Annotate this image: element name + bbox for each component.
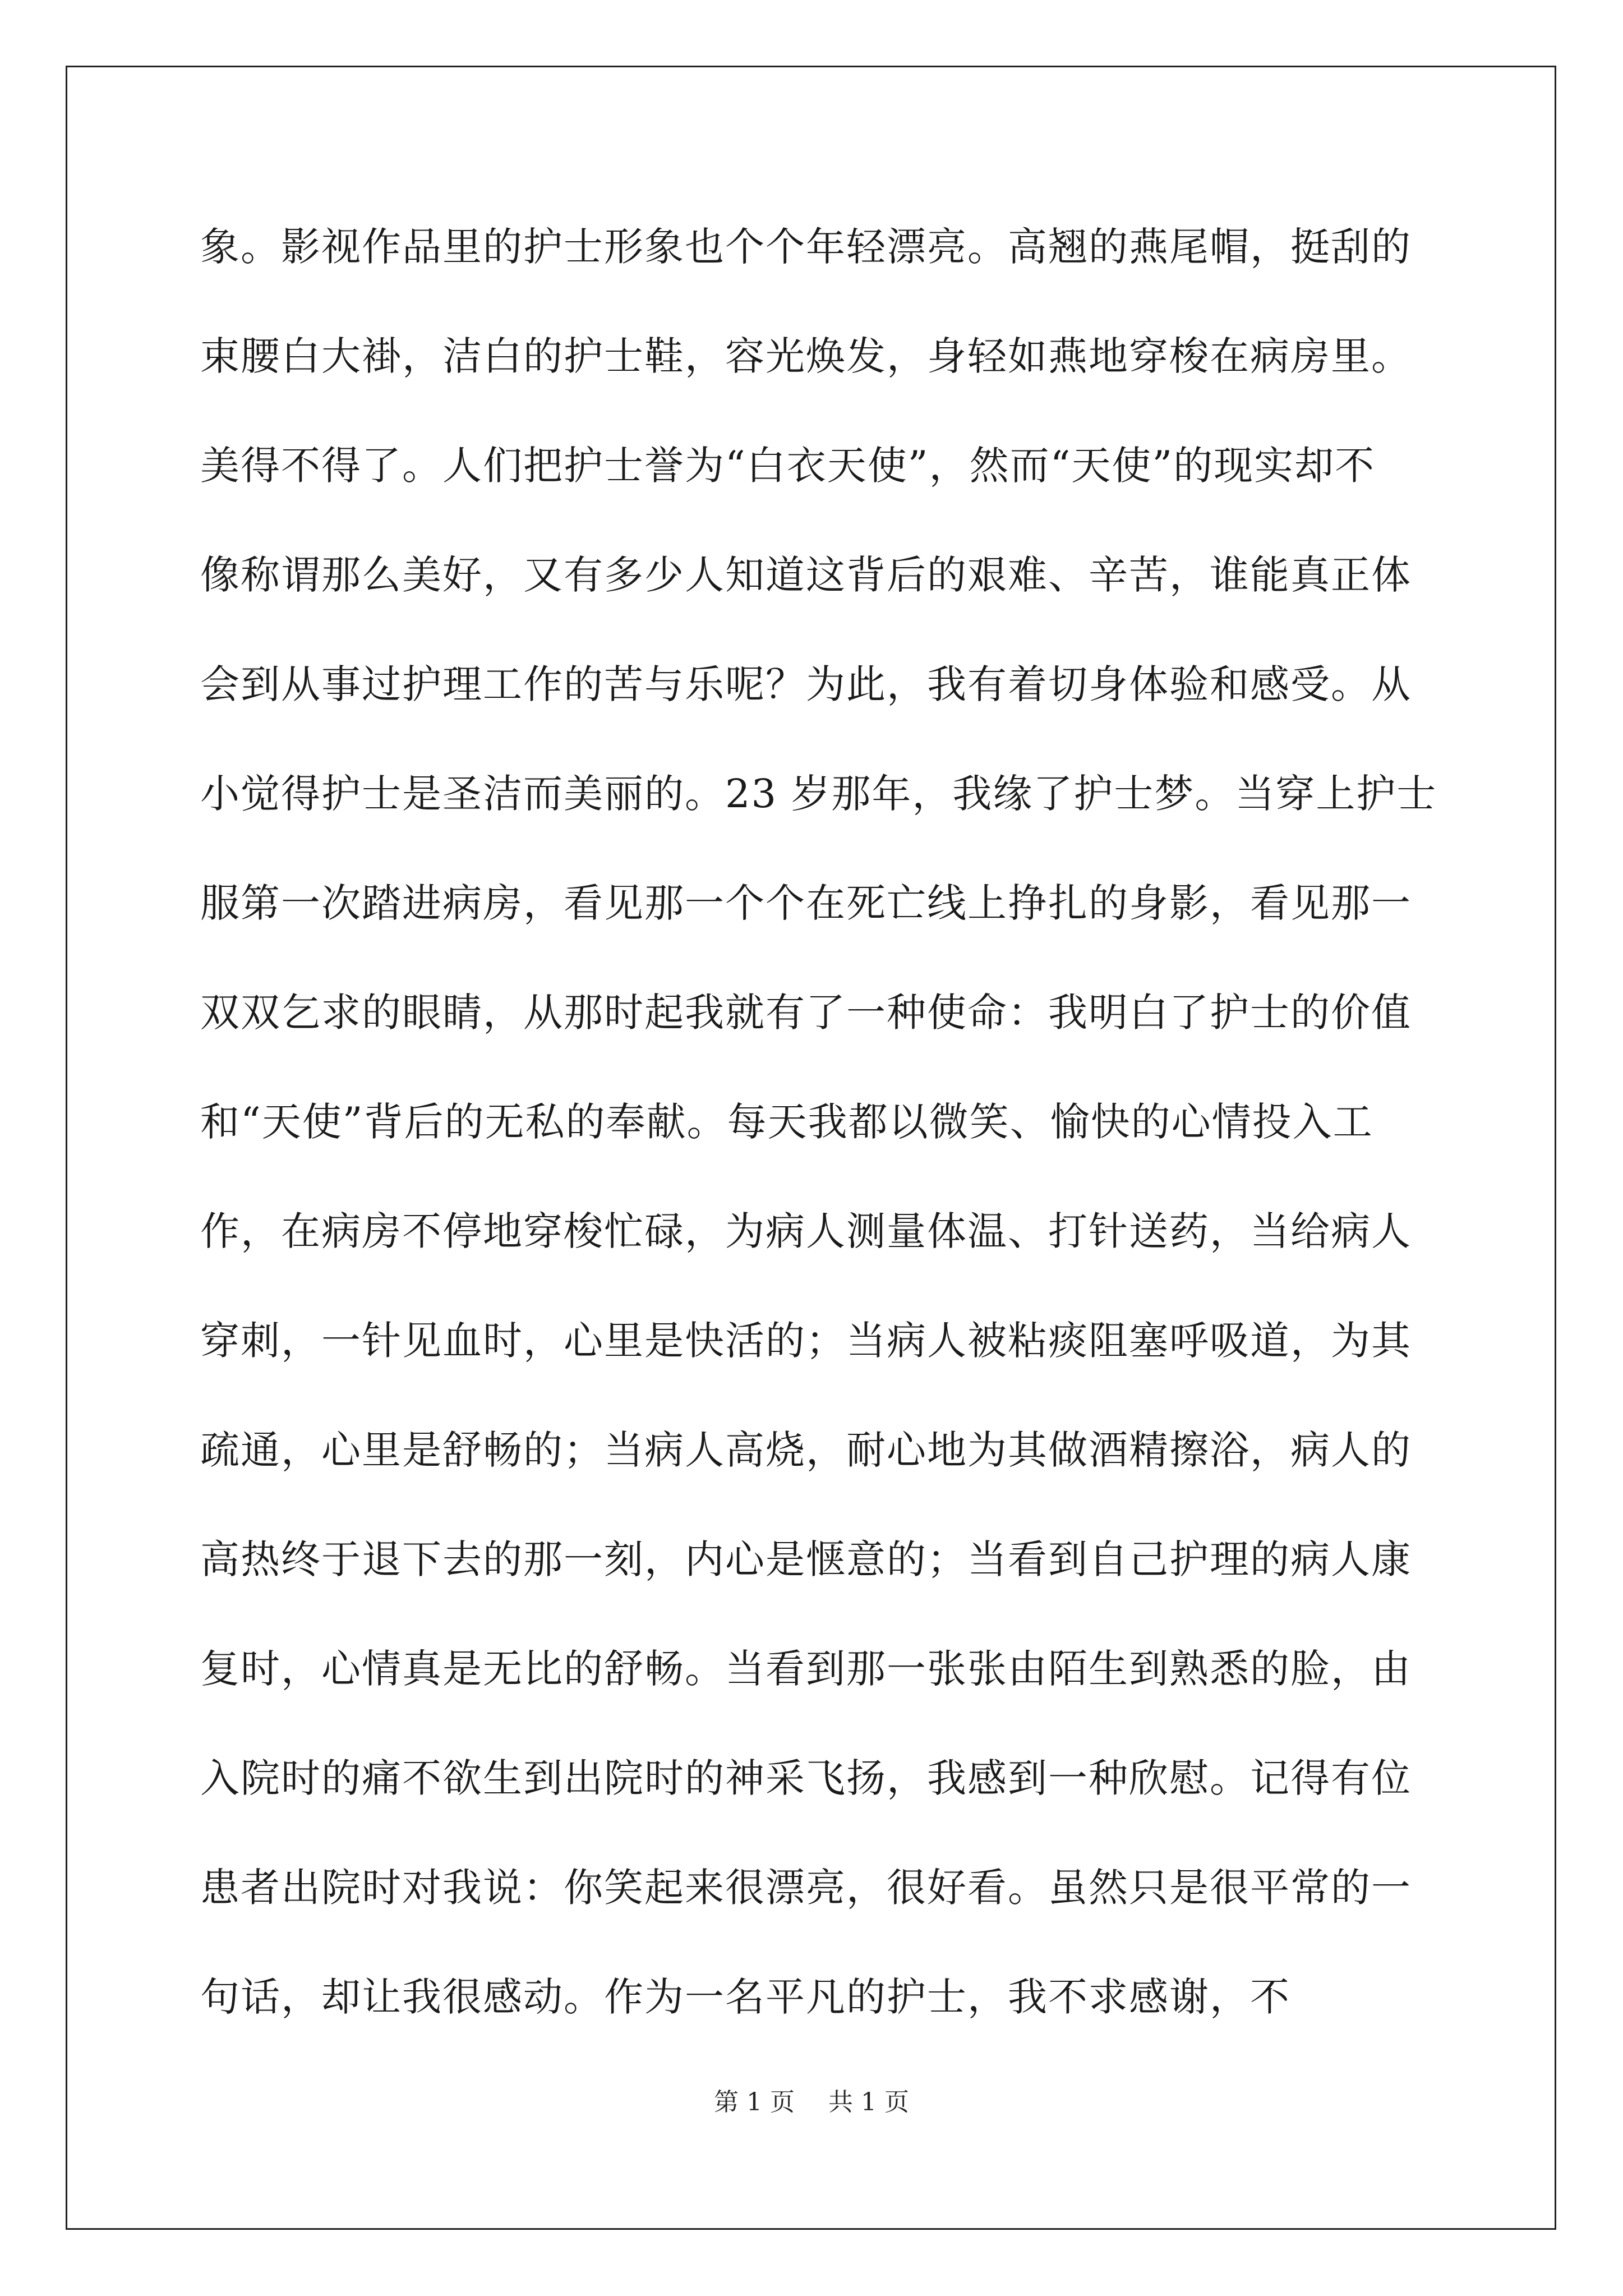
text-line: 句话，却让我很感动。作为一名平凡的护士，我不求感谢，不 [200, 1974, 1290, 2020]
text-line: 美得不得了。人们把护士誉为“白衣天使”，然而“天使”的现实却不 [200, 443, 1376, 489]
text-line: 穿刺，一针见血时，心里是快活的；当病人被粘痰阻塞呼吸道，为其 [200, 1318, 1412, 1364]
text-line: 像称谓那么美好，又有多少人知道这背后的艰难、辛苦，谁能真正体 [200, 552, 1412, 598]
text-line: 疏通，心里是舒畅的；当病人高烧，耐心地为其做酒精擦浴，病人的 [200, 1427, 1412, 1473]
text-line: 患者出院时对我说：你笑起来很漂亮，很好看。虽然只是很平常的一 [200, 1865, 1412, 1911]
text-line: 小觉得护士是圣洁而美丽的。23 岁那年，我缘了护士梦。当穿上护士 [200, 771, 1437, 817]
text-line: 双双乞求的眼睛，从那时起我就有了一种使命：我明白了护士的价值 [200, 990, 1412, 1036]
page-number-label: 第 1 页 [714, 2088, 795, 2116]
document-body [200, 213, 1445, 2073]
text-line: 复时，心情真是无比的舒畅。当看到那一张张由陌生到熟悉的脸，由 [200, 1646, 1412, 1692]
text-line: 服第一次踏进病房，看见那一个个在死亡线上挣扎的身影，看见那一 [200, 880, 1412, 926]
text-line: 入院时的痛不欲生到出院时的神采飞扬，我感到一种欣慰。记得有位 [200, 1755, 1412, 1801]
text-line: 会到从事过护理工作的苦与乐呢？为此，我有着切身体验和感受。从 [200, 661, 1412, 707]
page-total-label: 共 1 页 [828, 2088, 909, 2116]
text-line: 高热终于退下去的那一刻，内心是惬意的；当看到自己护理的病人康 [200, 1536, 1412, 1582]
text-line: 作，在病房不停地穿梭忙碌，为病人测量体温、打针送药，当给病人 [200, 1208, 1412, 1254]
text-line: 和“天使”背后的无私的奉献。每天我都以微笑、愉快的心情投入工 [200, 1099, 1373, 1145]
text-line: 束腰白大褂，洁白的护士鞋，容光焕发，身轻如燕地穿梭在病房里。 [200, 333, 1412, 379]
page-footer [0, 2086, 1623, 2119]
text-line: 象。影视作品里的护士形象也个个年轻漂亮。高翘的燕尾帽，挺刮的 [200, 224, 1412, 270]
